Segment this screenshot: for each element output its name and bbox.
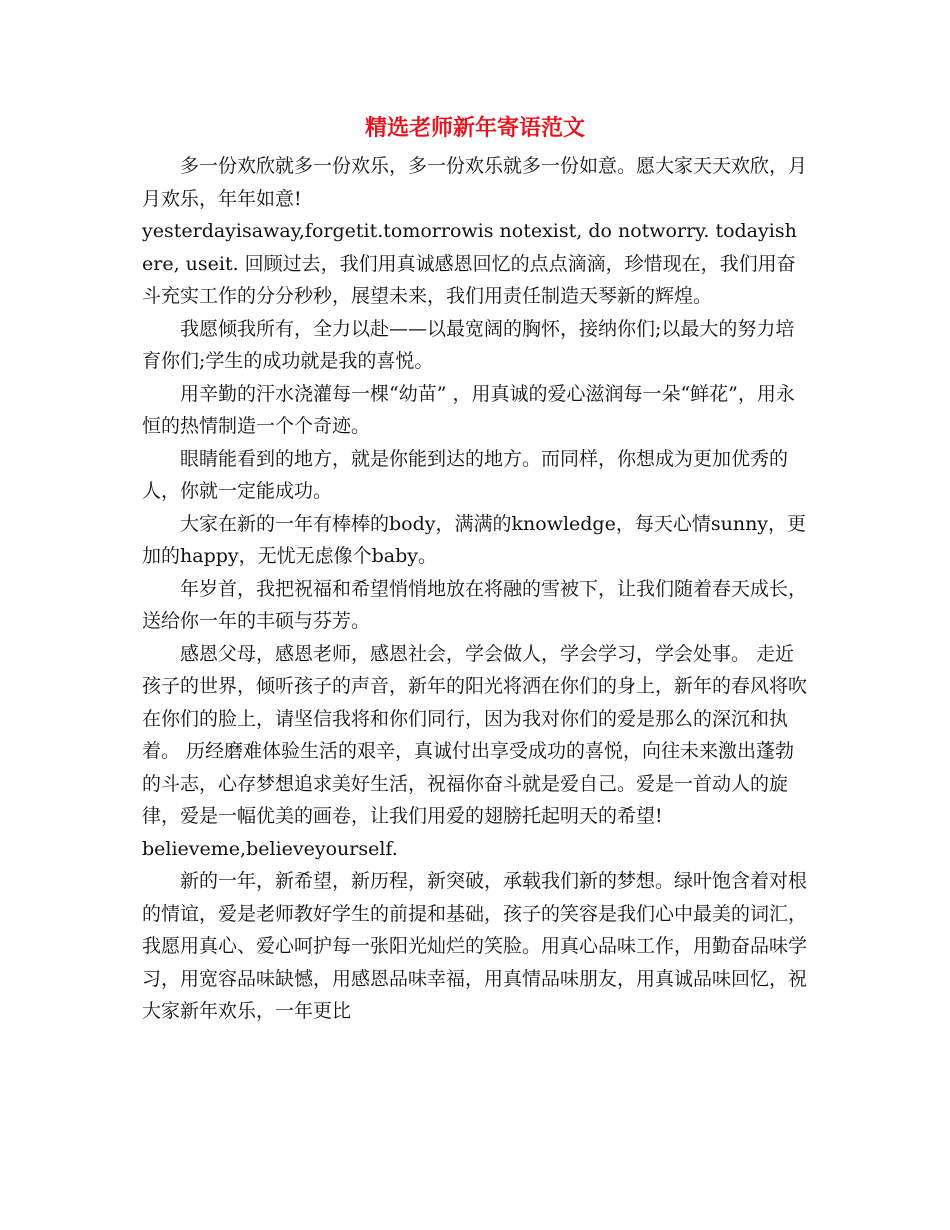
- paragraph-6: 大家在新的一年有棒棒的body，满满的knowledge，每天心情sunny，更加的happy，无忧无虑像个baby。: [142, 512, 807, 567]
- paragraph-8: 感恩父母，感恩老师，感恩社会，学会做人，学会学习，学会处事。 走近孩子的世界，倾听孩子的声音，新年的阳光将洒在你们的身上，新年的春风将吹在你们的脸上，请坚信我将和你们同行，因为我对你们的爱是那么的深沉和执着。 历经磨难体验生活的艰辛，真诚付出享受成功的喜悦，向往未来激出蓬勃的斗志，心存梦想追求美好生活，祝福你奋斗就是爱自己。爱是一首动人的旋律，爱是一幅优美的画卷，让我们用爱的翅膀托起明天的希望!: [142, 642, 808, 827]
- paragraph-5: 眼睛能看到的地方，就是你能到达的地方。而同样，你想成为更加优秀的人，你就一定能成功。: [142, 447, 789, 502]
- document-body: [142, 150, 808, 1028]
- paragraph-7: 年岁首，我把祝福和希望悄悄地放在将融的雪被下，让我们随着春天成长，送给你一年的丰硕与芬芳。: [142, 577, 808, 632]
- paragraph-10: 新的一年，新希望，新历程，新突破，承载我们新的梦想。绿叶饱含着对根的情谊，爱是老师教好学生的前提和基础，孩子的笑容是我们心中最美的词汇，我愿用真心、爱心呵护每一张阳光灿烂的笑脸。用真心品味工作，用勤奋品味学习，用宽容品味缺憾，用感恩品味幸福，用真情品味朋友，用真诚品味回忆，祝大家新年欢乐，一年更比: [142, 870, 808, 1022]
- paragraph-2: yesterdayisaway,forgetit.tomorrowis notexist, do notworry. todayishere, useit. 回顾过去，我们用真诚感恩回忆的点点滴滴，珍惜现在，我们用奋斗充实工作的分分秒秒，展望未来，我们用责任制造天琴新的辉煌。: [142, 220, 797, 307]
- paragraph-3: 我愿倾我所有，全力以赴——以最宽阔的胸怀，接纳你们;以最大的努力培育你们;学生的成功就是我的喜悦。: [142, 317, 795, 372]
- document-title: 精选老师新年寄语范文: [364, 115, 585, 141]
- paragraph-9: believeme,believeyourself.: [142, 837, 398, 860]
- paragraph-4: 用辛勤的汗水浇灌每一棵“幼苗” ，用真诚的爱心滋润每一朵“鲜花”，用永恒的热情制造一个个奇迹。: [142, 382, 795, 437]
- paragraph-1: 多一份欢欣就多一份欢乐，多一份欢乐就多一份如意。愿大家天天欢欣，月月欢乐，年年如意!: [142, 155, 808, 210]
